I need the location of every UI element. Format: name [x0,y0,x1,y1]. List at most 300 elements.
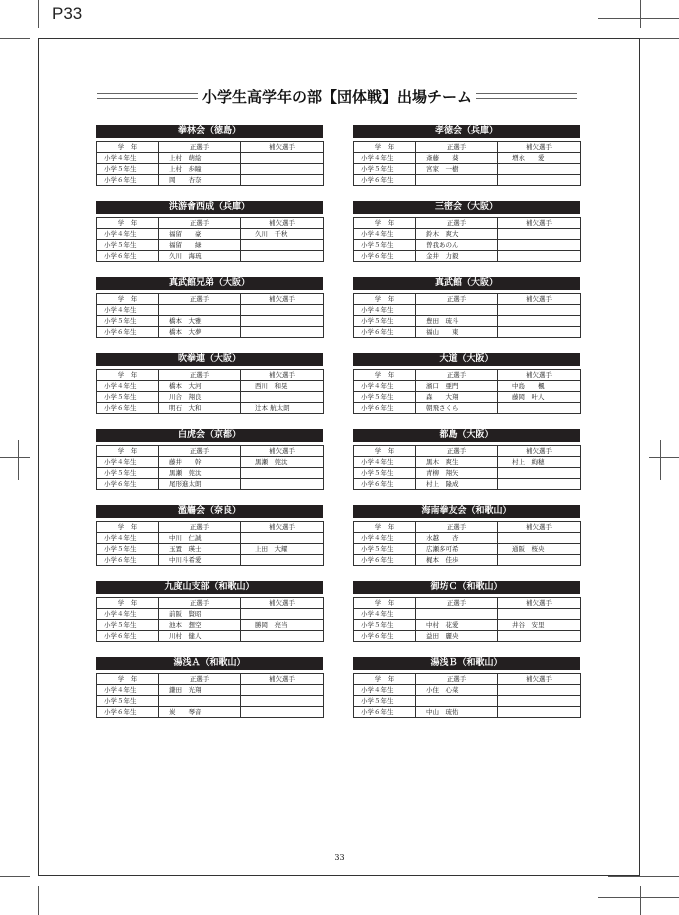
regular-player-cell: 黒木 爽生 [416,457,498,468]
roster-table [96,597,324,642]
regular-player-cell: 梶本 佳歩 [416,555,498,566]
table-row [354,533,581,544]
substitute-player-cell [241,685,324,696]
regular-header: 正選手 [416,598,498,609]
grade-cell: 小学５年生 [354,468,416,479]
grade-cell: 小学６年生 [354,631,416,642]
regular-header: 正選手 [416,370,498,381]
grade-cell: 小学６年生 [97,327,159,338]
regular-player-cell [159,696,241,707]
crop-mark [598,18,679,19]
roster-header-row [354,218,581,229]
team-name: 湯浅Ｂ（和歌山） [353,657,580,670]
grade-cell: 小学４年生 [354,685,416,696]
regular-player-cell: 前阪 賢昭 [159,609,241,620]
regular-player-cell: 福留 緑 [159,240,241,251]
regular-player-cell: 斎藤 葵 [416,153,498,164]
grade-header: 学 年 [354,294,416,305]
grade-cell: 小学４年生 [97,533,159,544]
team-name: 濫觴会（奈良） [96,505,323,518]
grade-cell: 小学６年生 [97,175,159,186]
roster-table [353,369,581,414]
team-block [353,201,580,262]
substitute-player-cell [498,316,581,327]
regular-header: 正選手 [416,446,498,457]
substitute-header: 補欠選手 [498,218,581,229]
regular-header: 正選手 [159,522,241,533]
regular-header: 正選手 [416,294,498,305]
substitute-player-cell [498,685,581,696]
substitute-player-cell: 上田 大耀 [241,544,324,555]
substitute-player-cell [498,240,581,251]
regular-player-cell: 玉置 瑛士 [159,544,241,555]
table-row [97,609,324,620]
roster-table [96,217,324,262]
regular-player-cell: 金井 力毅 [416,251,498,262]
substitute-player-cell: 増永 愛 [498,153,581,164]
roster-table [96,293,324,338]
substitute-player-cell [241,251,324,262]
team-block [96,125,323,186]
substitute-player-cell: 黒瀬 莞汰 [241,457,324,468]
regular-player-cell: 中村 花愛 [416,620,498,631]
team-name: 三密会（大阪） [353,201,580,214]
roster-header-row [97,370,324,381]
substitute-player-cell [241,175,324,186]
table-row [97,153,324,164]
substitute-player-cell: 村上 絢穂 [498,457,581,468]
grade-header: 学 年 [354,522,416,533]
regular-player-cell [416,696,498,707]
regular-header: 正選手 [416,522,498,533]
table-row [354,392,581,403]
grade-cell: 小学６年生 [354,479,416,490]
team-name: 都島（大阪） [353,429,580,442]
substitute-header: 補欠選手 [498,142,581,153]
regular-header: 正選手 [416,142,498,153]
team-block [96,201,323,262]
table-row [354,631,581,642]
regular-header: 正選手 [159,598,241,609]
grade-cell: 小学５年生 [97,392,159,403]
regular-player-cell: 福山 東 [416,327,498,338]
page-number: 33 [334,853,345,862]
roster-header-row [97,522,324,533]
grade-cell: 小学５年生 [97,240,159,251]
table-row [354,316,581,327]
grade-header: 学 年 [97,446,159,457]
substitute-player-cell [241,609,324,620]
team-name: 湯浅Ａ（和歌山） [96,657,323,670]
regular-player-cell: 濱口 亜門 [416,381,498,392]
roster-header-row [354,142,581,153]
roster-table [353,445,581,490]
table-row [97,707,324,718]
table-row [354,685,581,696]
regular-header: 正選手 [159,674,241,685]
regular-header: 正選手 [159,370,241,381]
regular-player-cell: 久川 海琉 [159,251,241,262]
regular-player-cell [416,609,498,620]
team-name: 洪游會西成（兵庫） [96,201,323,214]
substitute-player-cell [241,316,324,327]
table-row [97,175,324,186]
grade-cell: 小学４年生 [354,305,416,316]
team-name: 九度山支部（和歌山） [96,581,323,594]
grade-cell: 小学５年生 [97,696,159,707]
team-block [353,657,580,718]
team-block [353,581,580,642]
substitute-player-cell: 西川 和晃 [241,381,324,392]
roster-table [353,141,581,186]
regular-player-cell: 黒瀬 莞汰 [159,468,241,479]
table-row [97,327,324,338]
grade-cell: 小学６年生 [97,707,159,718]
roster-header-row [354,294,581,305]
roster-header-row [97,218,324,229]
regular-player-cell: 青柳 翔矢 [416,468,498,479]
substitute-player-cell [498,251,581,262]
roster-header-row [97,142,324,153]
team-name: 大道（大阪） [353,353,580,366]
regular-player-cell: 村上 隆成 [416,479,498,490]
substitute-header: 補欠選手 [241,370,324,381]
table-row [354,696,581,707]
regular-player-cell: 池本 想空 [159,620,241,631]
table-row [97,479,324,490]
grade-cell: 小学４年生 [97,685,159,696]
table-row [97,457,324,468]
substitute-player-cell [498,175,581,186]
grade-header: 学 年 [97,142,159,153]
grade-cell: 小学４年生 [97,305,159,316]
substitute-header: 補欠選手 [498,370,581,381]
substitute-player-cell [241,479,324,490]
regular-header: 正選手 [416,218,498,229]
regular-player-cell: 橋本 大雅 [159,316,241,327]
crop-mark [18,440,19,480]
grade-cell: 小学４年生 [354,229,416,240]
crop-mark [649,457,679,458]
roster-table [96,141,324,186]
table-row [97,533,324,544]
roster-header-row [354,674,581,685]
roster-table [96,673,324,718]
regular-player-cell: 小住 心菜 [416,685,498,696]
crop-mark [0,457,30,458]
substitute-header: 補欠選手 [498,598,581,609]
team-name: 拳林会（徳島） [96,125,323,138]
regular-player-cell: 藤井 幹 [159,457,241,468]
grade-header: 学 年 [354,674,416,685]
regular-player-cell: 水越 杏 [416,533,498,544]
regular-header: 正選手 [159,446,241,457]
regular-player-cell: 橋本 大夢 [159,327,241,338]
page-title: 小学生高学年の部【団体戦】出場チーム [202,87,473,106]
grade-cell: 小学６年生 [354,403,416,414]
title-rule-left [97,93,198,99]
table-row [354,175,581,186]
substitute-player-cell [241,631,324,642]
team-block [96,277,323,338]
substitute-player-cell [498,164,581,175]
regular-header: 正選手 [416,674,498,685]
table-row [97,544,324,555]
grade-cell: 小学５年生 [354,392,416,403]
grade-cell: 小学４年生 [354,457,416,468]
team-block [353,277,580,338]
team-block [96,505,323,566]
grade-header: 学 年 [354,370,416,381]
grade-header: 学 年 [97,294,159,305]
substitute-player-cell [498,707,581,718]
regular-player-cell: 福留 豪 [159,229,241,240]
grade-header: 学 年 [354,598,416,609]
substitute-player-cell [241,555,324,566]
page-corner-label: P33 [52,4,83,23]
roster-header-row [354,598,581,609]
roster-table [353,293,581,338]
substitute-player-cell [498,468,581,479]
table-row [354,555,581,566]
regular-player-cell: 橋本 大河 [159,381,241,392]
roster-table [96,445,324,490]
substitute-header: 補欠選手 [241,294,324,305]
substitute-header: 補欠選手 [241,142,324,153]
substitute-player-cell [241,240,324,251]
roster-header-row [354,446,581,457]
regular-player-cell: 明石 大和 [159,403,241,414]
substitute-player-cell [498,533,581,544]
substitute-player-cell: 藤岡 叶人 [498,392,581,403]
substitute-header: 補欠選手 [498,522,581,533]
team-block [96,353,323,414]
substitute-player-cell [498,479,581,490]
crop-mark [608,876,679,877]
grade-cell: 小学６年生 [97,251,159,262]
regular-player-cell: 曽我あのん [416,240,498,251]
grade-header: 学 年 [97,522,159,533]
table-row [354,620,581,631]
substitute-header: 補欠選手 [498,294,581,305]
substitute-header: 補欠選手 [241,674,324,685]
table-row [97,240,324,251]
regular-player-cell: 上村 萌絵 [159,153,241,164]
table-row [97,164,324,175]
roster-table [353,217,581,262]
substitute-header: 補欠選手 [498,674,581,685]
roster-table [353,597,581,642]
roster-header-row [354,522,581,533]
crop-mark [0,876,30,877]
substitute-player-cell [241,468,324,479]
grade-header: 学 年 [97,674,159,685]
grade-cell: 小学５年生 [97,468,159,479]
grade-cell: 小学４年生 [354,381,416,392]
regular-player-cell: 豊田 琉斗 [416,316,498,327]
substitute-player-cell [498,305,581,316]
regular-player-cell: 鎌田 光翔 [159,685,241,696]
team-block [353,125,580,186]
grade-cell: 小学６年生 [354,251,416,262]
roster-header-row [97,598,324,609]
grade-cell: 小学６年生 [354,327,416,338]
table-row [97,251,324,262]
table-row [97,392,324,403]
table-row [97,685,324,696]
table-row [97,381,324,392]
table-row [354,251,581,262]
regular-player-cell: 川村 健人 [159,631,241,642]
team-name: 海南拳友会（和歌山） [353,505,580,518]
grade-cell: 小学４年生 [97,457,159,468]
regular-player-cell: 宮家 一樹 [416,164,498,175]
grade-cell: 小学４年生 [97,153,159,164]
grade-cell: 小学６年生 [354,175,416,186]
table-row [354,381,581,392]
grade-cell: 小学４年生 [97,381,159,392]
grade-cell: 小学５年生 [97,164,159,175]
table-row [97,403,324,414]
substitute-player-cell: 久川 千秋 [241,229,324,240]
regular-header: 正選手 [159,218,241,229]
substitute-player-cell [498,327,581,338]
table-row [97,229,324,240]
substitute-player-cell [241,707,324,718]
regular-player-cell: 益田 麗央 [416,631,498,642]
substitute-header: 補欠選手 [241,522,324,533]
grade-header: 学 年 [354,446,416,457]
regular-header: 正選手 [159,142,241,153]
substitute-player-cell [498,229,581,240]
grade-cell: 小学４年生 [97,609,159,620]
regular-player-cell: 上村 歩瞳 [159,164,241,175]
grade-header: 学 年 [97,218,159,229]
substitute-header: 補欠選手 [498,446,581,457]
crop-mark [660,440,661,480]
team-name: 白虎会（京都） [96,429,323,442]
crop-mark [640,0,641,28]
substitute-player-cell [241,696,324,707]
substitute-player-cell [241,533,324,544]
team-name: 孝徳会（兵庫） [353,125,580,138]
table-row [97,468,324,479]
table-row [354,305,581,316]
grade-cell: 小学５年生 [97,544,159,555]
substitute-player-cell [241,164,324,175]
substitute-player-cell [241,153,324,164]
grade-cell: 小学４年生 [354,533,416,544]
regular-player-cell: 中山 琉佑 [416,707,498,718]
table-row [354,479,581,490]
substitute-header: 補欠選手 [241,446,324,457]
substitute-player-cell [498,403,581,414]
substitute-player-cell: 井谷 安里 [498,620,581,631]
grade-header: 学 年 [97,598,159,609]
team-block [353,429,580,490]
grade-cell: 小学４年生 [97,229,159,240]
table-row [354,229,581,240]
roster-header-row [354,370,581,381]
crop-mark [0,38,30,39]
roster-header-row [97,294,324,305]
grade-cell: 小学５年生 [354,164,416,175]
substitute-player-cell [498,631,581,642]
regular-player-cell [416,175,498,186]
roster-table [353,521,581,566]
regular-player-cell: 広瀬多可希 [416,544,498,555]
crop-mark [38,0,39,28]
roster-table [96,369,324,414]
crop-mark [598,897,679,898]
substitute-header: 補欠選手 [241,218,324,229]
grade-cell: 小学４年生 [354,153,416,164]
team-name: 吹拳連（大阪） [96,353,323,366]
regular-player-cell: 川合 翔良 [159,392,241,403]
team-block [96,581,323,642]
substitute-player-cell [498,555,581,566]
team-block [353,505,580,566]
roster-header-row [97,446,324,457]
table-row [97,696,324,707]
regular-player-cell [416,305,498,316]
roster-header-row [97,674,324,685]
table-row [354,240,581,251]
grade-header: 学 年 [354,142,416,153]
table-row [354,457,581,468]
regular-player-cell: 中川 仁誠 [159,533,241,544]
substitute-player-cell [241,327,324,338]
substitute-player-cell: 勝岡 亮当 [241,620,324,631]
grade-cell: 小学５年生 [354,544,416,555]
team-block [353,353,580,414]
substitute-header: 補欠選手 [241,598,324,609]
table-row [354,609,581,620]
table-row [354,707,581,718]
regular-player-cell: 尾形進太朗 [159,479,241,490]
table-row [354,327,581,338]
regular-player-cell: 炭 琴音 [159,707,241,718]
title-rule-right [476,93,577,99]
substitute-player-cell: 通阪 桜央 [498,544,581,555]
substitute-player-cell: 辻本 航太朗 [241,403,324,414]
table-row [97,555,324,566]
team-name: 御坊Ｃ（和歌山） [353,581,580,594]
grade-cell: 小学６年生 [354,707,416,718]
roster-table [96,521,324,566]
regular-player-cell [159,305,241,316]
grade-cell: 小学６年生 [354,555,416,566]
team-name: 真武館（大阪） [353,277,580,290]
substitute-player-cell: 中島 楓 [498,381,581,392]
table-row [97,631,324,642]
regular-player-cell: 鈴木 爽大 [416,229,498,240]
team-name: 真武館兄弟（大阪） [96,277,323,290]
team-block [96,429,323,490]
grade-cell: 小学６年生 [97,403,159,414]
regular-player-cell: 岡 杏奈 [159,175,241,186]
team-block [96,657,323,718]
roster-table [353,673,581,718]
substitute-player-cell [241,392,324,403]
table-row [354,403,581,414]
substitute-player-cell [498,696,581,707]
table-row [354,544,581,555]
grade-cell: 小学５年生 [354,620,416,631]
regular-player-cell: 朝飛さくら [416,403,498,414]
table-row [97,316,324,327]
grade-cell: 小学６年生 [97,555,159,566]
